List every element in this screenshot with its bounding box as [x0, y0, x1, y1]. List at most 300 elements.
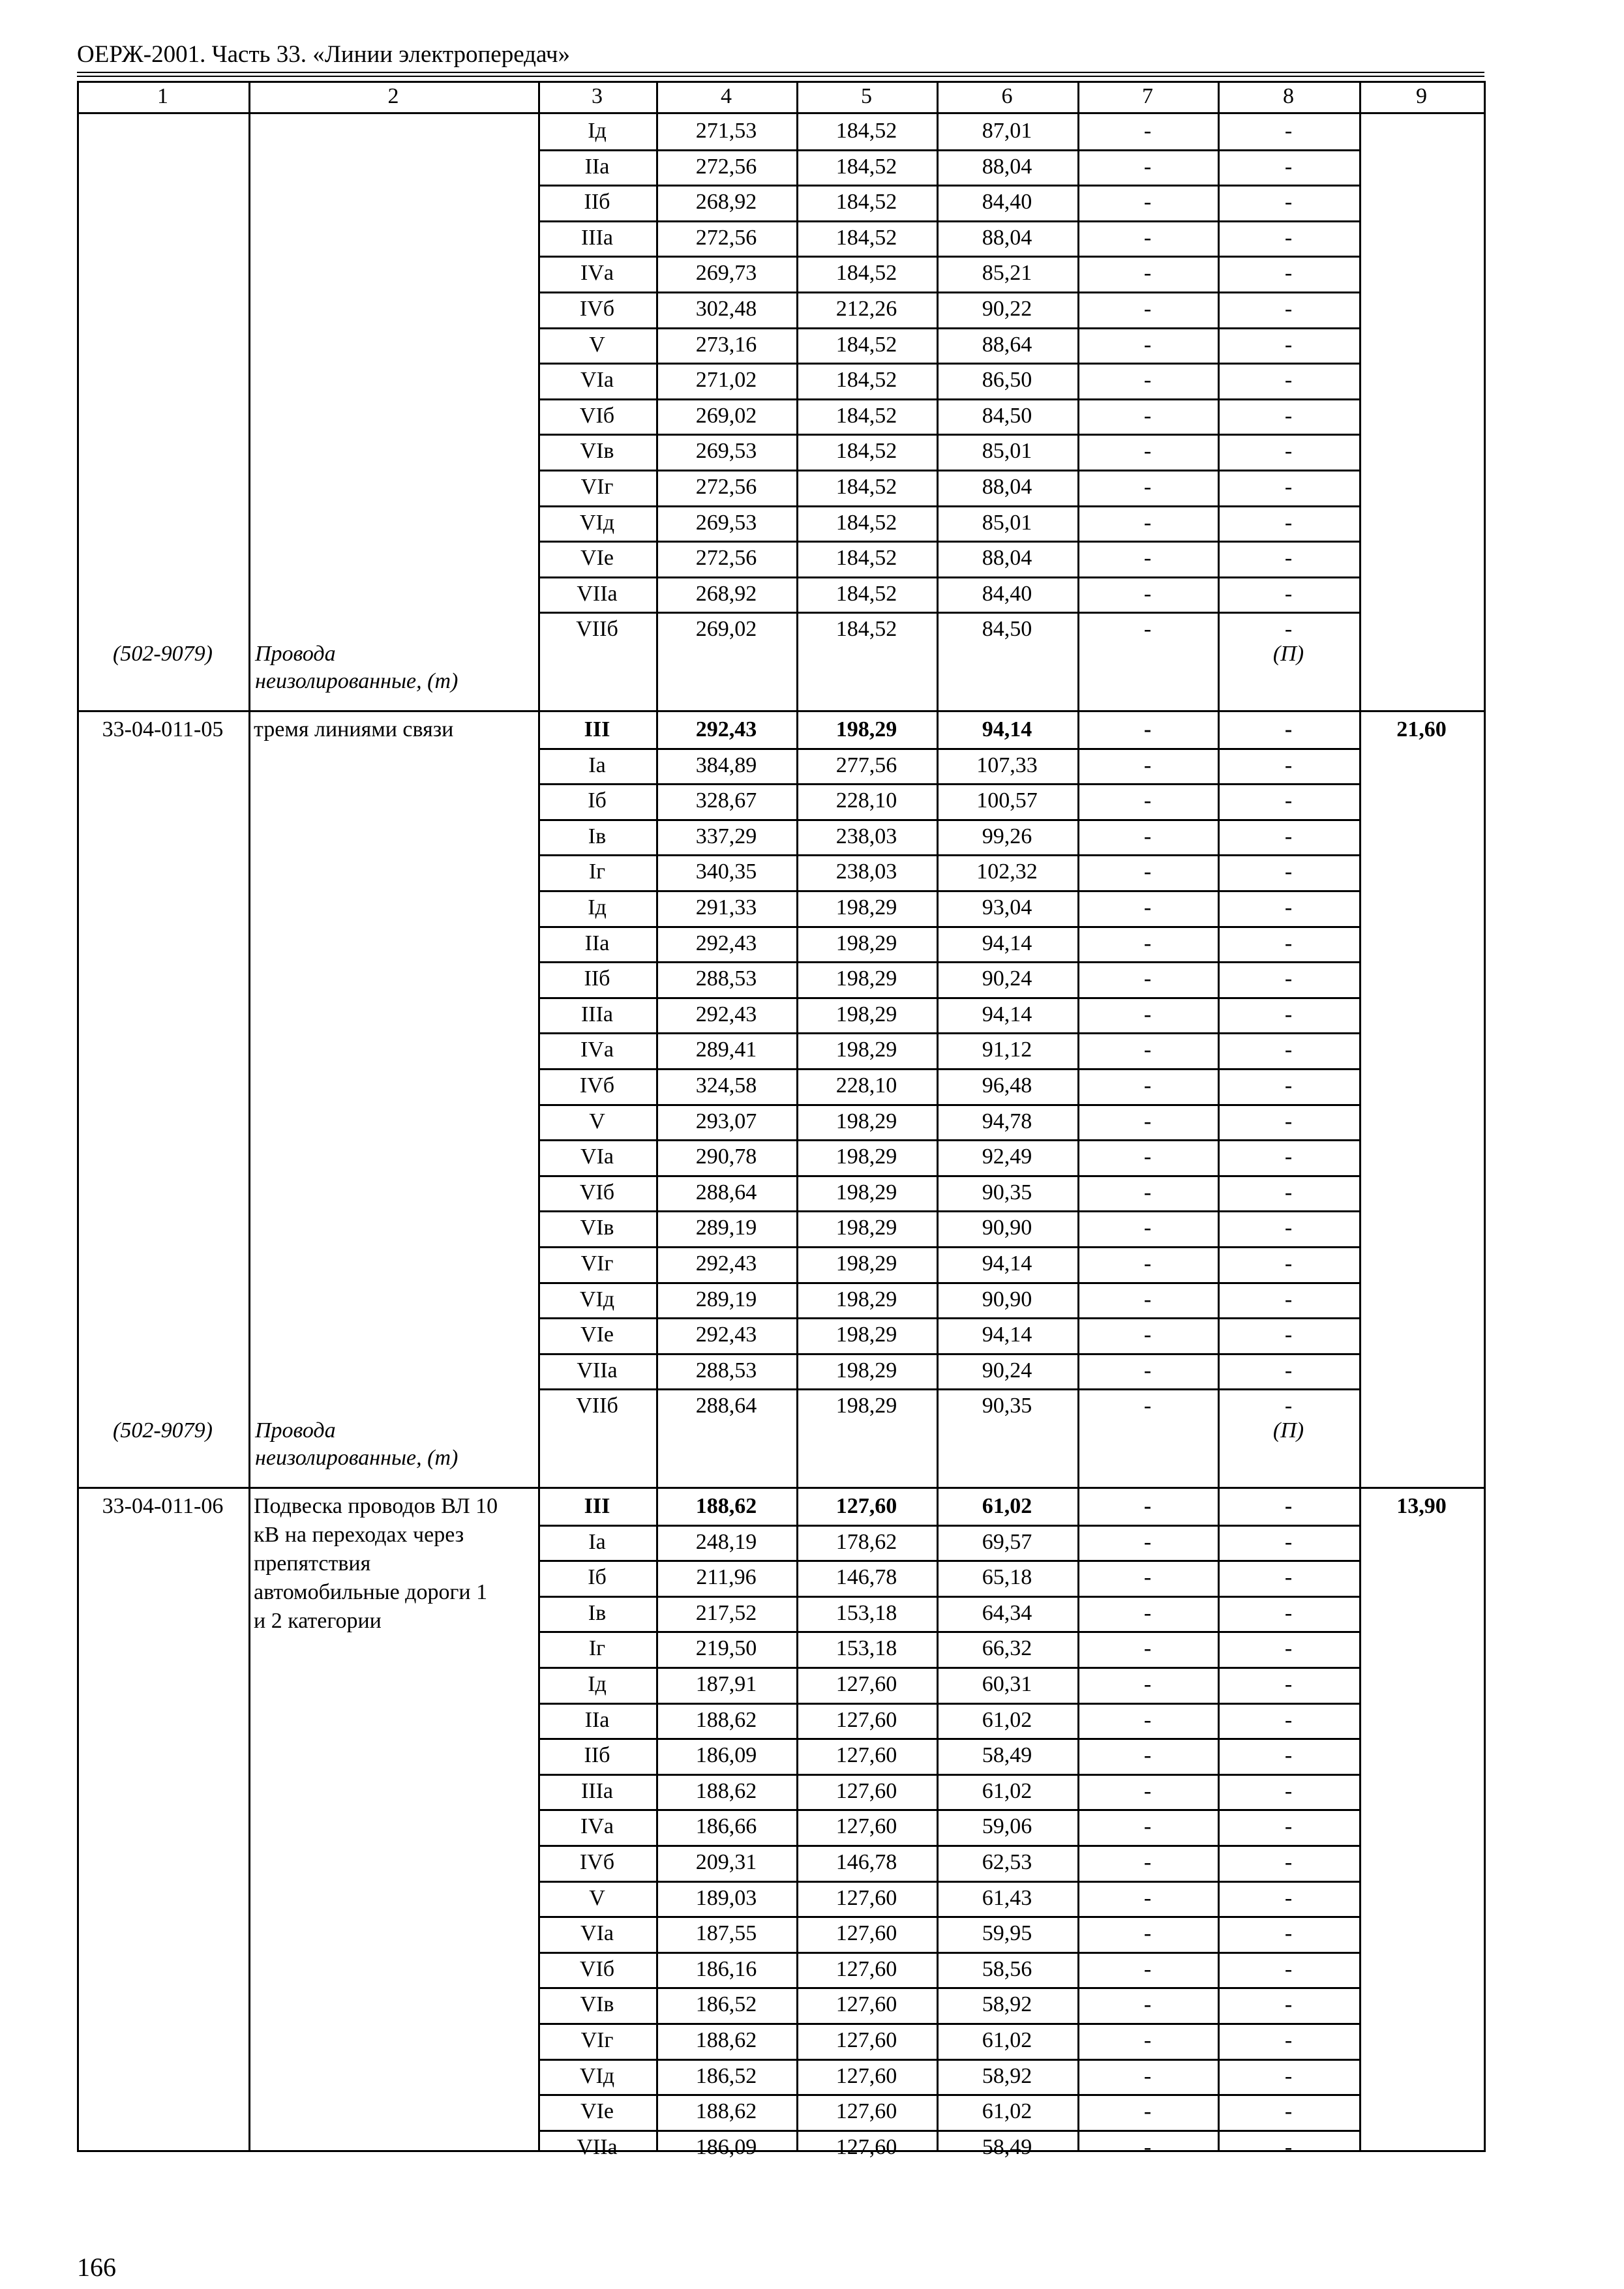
norm-name: Подвеска проводов ВЛ 10 [254, 1494, 498, 1518]
rate-value: - [1284, 1287, 1293, 1311]
norm-total: 13,90 [1396, 1494, 1447, 1518]
row-rule [538, 1738, 1359, 1740]
zone-code: VIIа [577, 1358, 618, 1383]
zone-code: VIIб [576, 1394, 618, 1418]
rate-value: 292,43 [695, 1002, 757, 1026]
zone-code: VIе [580, 1323, 614, 1347]
rate-value: - [1143, 931, 1152, 955]
rate-value: 90,22 [982, 297, 1032, 321]
rate-value: - [1143, 1394, 1152, 1418]
rate-value: - [1143, 1494, 1152, 1518]
row-rule [538, 185, 1359, 187]
rate-value: 88,04 [982, 154, 1032, 179]
zone-code: VIе [580, 2099, 614, 2124]
rate-value: - [1284, 824, 1293, 848]
rate-value: 269,02 [695, 403, 757, 428]
row-rule [538, 363, 1359, 365]
row-rule [538, 1774, 1359, 1776]
rate-value: 90,24 [982, 1358, 1032, 1383]
zone-code: III [584, 1494, 610, 1518]
rate-value: - [1284, 617, 1293, 642]
block-rule [77, 1487, 1486, 1489]
zone-code: IVа [580, 261, 614, 286]
rate-value: 268,92 [695, 190, 757, 215]
rate-value: 127,60 [835, 2028, 897, 2052]
rate-value: 94,14 [982, 1323, 1032, 1347]
rate-value: 269,53 [695, 510, 757, 535]
rate-value: - [1143, 1850, 1152, 1874]
table-column-rule [77, 81, 79, 2152]
rate-value: - [1143, 119, 1152, 143]
rate-value: - [1284, 119, 1293, 143]
zone-code: Iд [588, 895, 607, 920]
rate-value: 272,56 [695, 225, 757, 250]
rate-value: 228,10 [835, 788, 897, 813]
rate-value: - [1143, 510, 1152, 535]
row-rule [538, 1916, 1359, 1918]
rate-value: - [1284, 1636, 1293, 1661]
zone-code: V [589, 1885, 605, 1910]
rate-value: - [1143, 439, 1152, 464]
rate-value: 90,24 [982, 966, 1032, 991]
rate-value: 209,31 [695, 1850, 757, 1874]
row-rule [538, 1667, 1359, 1669]
rate-value: - [1143, 261, 1152, 286]
row-rule [538, 1282, 1359, 1284]
rate-value: 102,32 [976, 860, 1038, 884]
zone-code: VIг [580, 1251, 614, 1276]
rate-value: 96,48 [982, 1073, 1032, 1098]
rate-value: 198,29 [835, 1002, 897, 1026]
table-column-rule [1484, 81, 1486, 2152]
rate-value: 198,29 [835, 1251, 897, 1276]
row-rule [538, 961, 1359, 963]
zone-code: IVа [580, 1038, 614, 1062]
rate-value: - [1284, 1672, 1293, 1696]
rate-value: 269,53 [695, 439, 757, 464]
rate-value: 217,52 [695, 1600, 757, 1625]
row-rule [538, 1175, 1359, 1177]
rate-value: - [1143, 895, 1152, 920]
rates-table [77, 81, 1486, 2159]
rate-value: 127,60 [835, 1992, 897, 2017]
rate-value: - [1284, 753, 1293, 777]
rate-value: - [1284, 1109, 1293, 1133]
rate-value: - [1284, 1956, 1293, 1981]
rate-value: 337,29 [695, 824, 757, 848]
rate-value: 198,29 [835, 1109, 897, 1133]
rate-value: 248,19 [695, 1529, 757, 1554]
rate-value: - [1284, 1180, 1293, 1204]
zone-code: VIг [580, 475, 614, 499]
rate-value: 84,40 [982, 581, 1032, 606]
norm-code: 33-04-011-05 [102, 717, 224, 741]
rate-value: 198,29 [835, 717, 897, 741]
zone-code: Iв [588, 1600, 607, 1625]
rate-value: - [1143, 1529, 1152, 1554]
rate-value: - [1143, 753, 1152, 777]
rate-value: 188,62 [695, 1778, 757, 1803]
zone-code: Iа [588, 1529, 606, 1554]
rate-value: 84,50 [982, 403, 1032, 428]
rate-value: 127,60 [835, 1956, 897, 1981]
rate-value: - [1284, 1323, 1293, 1347]
row-rule [538, 1703, 1359, 1705]
rate-value: - [1143, 1814, 1152, 1839]
rate-value: 188,62 [695, 1707, 757, 1732]
rate-value: - [1284, 1529, 1293, 1554]
zone-code: IIIа [580, 1002, 614, 1026]
rate-value: - [1284, 403, 1293, 428]
rate-value: - [1284, 1494, 1293, 1518]
rate-value: 184,52 [835, 119, 897, 143]
row-rule [538, 149, 1359, 151]
zone-code: VIв [580, 1992, 614, 2017]
rate-value: 293,07 [695, 1109, 757, 1133]
header-rule [77, 72, 1484, 73]
table-header-rule [77, 112, 1486, 114]
rate-value: 198,29 [835, 1358, 897, 1383]
table-column-rule [1359, 81, 1361, 2152]
zone-code: Iб [588, 1565, 607, 1590]
rate-value: 58,56 [982, 1956, 1032, 1981]
rate-value: - [1284, 546, 1293, 571]
table-column-rule [248, 81, 250, 2152]
rate-value: 127,60 [835, 1494, 897, 1518]
rate-value: 292,43 [695, 717, 757, 741]
zone-code: V [589, 1109, 605, 1133]
row-rule [538, 256, 1359, 258]
zone-code: VIд [579, 510, 615, 535]
rate-value: 61,02 [982, 1707, 1032, 1732]
column-number: 8 [1283, 84, 1294, 108]
rate-value: 85,01 [982, 439, 1032, 464]
zone-code: IIIа [580, 225, 614, 250]
rate-value: 61,02 [982, 2099, 1032, 2124]
rate-value: 186,09 [695, 1743, 757, 1768]
resource-name: Провода [255, 1418, 336, 1443]
resource-code: (502-9079) [113, 1418, 213, 1443]
rate-value: 184,52 [835, 403, 897, 428]
rate-value: 198,29 [835, 1287, 897, 1311]
rate-value: - [1284, 261, 1293, 286]
rate-value: 65,18 [982, 1565, 1032, 1590]
rate-value: - [1143, 1287, 1152, 1311]
rate-value: 290,78 [695, 1144, 757, 1169]
rate-value: - [1284, 1778, 1293, 1803]
rate-value: 127,60 [835, 2134, 897, 2159]
rate-value: - [1284, 1038, 1293, 1062]
rate-value: 62,53 [982, 1850, 1032, 1874]
row-rule [538, 997, 1359, 999]
page-header: ОЕРЖ-2001. Часть 33. «Линии электропередач» [77, 41, 571, 68]
rate-value: 184,52 [835, 190, 897, 215]
rate-value: 58,92 [982, 2063, 1032, 2088]
rate-value: - [1143, 1778, 1152, 1803]
rate-value: - [1143, 617, 1152, 642]
rate-value: 184,52 [835, 261, 897, 286]
row-rule [538, 1139, 1359, 1141]
row-rule [538, 576, 1359, 578]
rate-value: 186,52 [695, 2063, 757, 2088]
rate-value: 146,78 [835, 1850, 897, 1874]
rate-value: 292,43 [695, 1251, 757, 1276]
rate-value: 272,56 [695, 475, 757, 499]
zone-code: IVа [580, 1814, 614, 1839]
rate-value: - [1284, 1565, 1293, 1590]
rate-value: - [1284, 475, 1293, 499]
zone-code: Iг [588, 860, 606, 884]
rate-value: - [1284, 1002, 1293, 1026]
rate-value: 269,73 [695, 261, 757, 286]
rate-value: - [1143, 1180, 1152, 1204]
rate-value: - [1284, 717, 1293, 741]
rate-value: 94,14 [982, 717, 1032, 741]
row-rule [538, 1845, 1359, 1847]
rate-value: - [1143, 1251, 1152, 1276]
rate-value: - [1143, 1743, 1152, 1768]
zone-code: Iг [588, 1636, 606, 1661]
row-rule [538, 890, 1359, 892]
rate-value: 184,52 [835, 332, 897, 357]
zone-code: IIIа [580, 1778, 614, 1803]
rate-value: 127,60 [835, 1885, 897, 1910]
rate-value: 292,43 [695, 931, 757, 955]
rate-value: - [1143, 1216, 1152, 1240]
rate-value: - [1143, 788, 1152, 813]
zone-code: VIIа [577, 581, 618, 606]
row-rule [538, 819, 1359, 821]
rate-value: 94,14 [982, 931, 1032, 955]
rate-value: - [1143, 581, 1152, 606]
rate-value: - [1284, 190, 1293, 215]
rate-value: - [1284, 788, 1293, 813]
row-rule [538, 2023, 1359, 2025]
resource-code: (502-9079) [113, 642, 213, 666]
resource-name: неизолированные, (т) [255, 669, 459, 693]
rate-value: 127,60 [835, 1743, 897, 1768]
rate-value: 184,52 [835, 154, 897, 179]
rate-value: - [1284, 368, 1293, 393]
rate-value: 289,41 [695, 1038, 757, 1062]
zone-code: VIIб [576, 617, 618, 642]
zone-code: VIг [580, 2028, 614, 2052]
zone-code: VIа [580, 368, 614, 393]
rate-value: 61,43 [982, 1885, 1032, 1910]
rate-value: - [1284, 2028, 1293, 2052]
rate-value: 271,53 [695, 119, 757, 143]
zone-code: VIе [580, 546, 614, 571]
resource-name: Провода [255, 642, 336, 666]
rate-value: 184,52 [835, 617, 897, 642]
zone-code: Iд [588, 1672, 607, 1696]
rate-value: 184,52 [835, 546, 897, 571]
rate-value: 59,06 [982, 1814, 1032, 1839]
rate-value: 90,35 [982, 1180, 1032, 1204]
zone-code: IIб [584, 1743, 610, 1768]
row-rule [538, 1952, 1359, 1954]
rate-value: - [1284, 1600, 1293, 1625]
rate-value: - [1143, 403, 1152, 428]
rate-value: 85,01 [982, 510, 1032, 535]
row-rule [538, 470, 1359, 471]
rate-value: - [1143, 824, 1152, 848]
rate-value: 100,57 [976, 788, 1038, 813]
rate-value: 288,64 [695, 1394, 757, 1418]
column-number: 9 [1416, 84, 1427, 108]
rate-value: 66,32 [982, 1636, 1032, 1661]
rate-value: 153,18 [835, 1636, 897, 1661]
zone-code: Iа [588, 753, 606, 777]
block-rule [77, 710, 1486, 712]
zone-code: VIа [580, 1144, 614, 1169]
rate-value: 198,29 [835, 966, 897, 991]
rate-value: 269,02 [695, 617, 757, 642]
norm-name: тремя линиями связи [254, 717, 454, 741]
rate-value: 302,48 [695, 297, 757, 321]
column-number: 1 [157, 84, 168, 108]
rate-value: 153,18 [835, 1600, 897, 1625]
rate-value: 219,50 [695, 1636, 757, 1661]
rate-value: 187,91 [695, 1672, 757, 1696]
rate-value: - [1143, 1672, 1152, 1696]
rate-value: - [1143, 1109, 1152, 1133]
row-rule [538, 1388, 1359, 1390]
norm-name: препятствия [254, 1551, 371, 1576]
rate-value: - [1284, 1144, 1293, 1169]
rate-value: - [1284, 297, 1293, 321]
rate-value: 184,52 [835, 581, 897, 606]
zone-code: IIа [584, 931, 610, 955]
rate-value: - [1284, 966, 1293, 991]
rate-value: - [1143, 1921, 1152, 1946]
zone-code: IIб [584, 190, 610, 215]
rate-value: 61,02 [982, 2028, 1032, 2052]
rate-value: 59,95 [982, 1921, 1032, 1946]
rate-value: 87,01 [982, 119, 1032, 143]
rate-value: 58,92 [982, 1992, 1032, 2017]
zone-code: VIб [579, 1956, 615, 1981]
rate-value: 228,10 [835, 1073, 897, 1098]
rate-value: 127,60 [835, 1814, 897, 1839]
rate-value: 188,62 [695, 1494, 757, 1518]
rate-value: - [1284, 1394, 1293, 1418]
rate-value: - [1143, 2063, 1152, 2088]
rate-value: - [1284, 895, 1293, 920]
rate-value: 86,50 [982, 368, 1032, 393]
rate-value: 91,12 [982, 1038, 1032, 1062]
rate-value: 84,40 [982, 190, 1032, 215]
zone-code: VIв [580, 1216, 614, 1240]
row-rule [538, 292, 1359, 293]
rate-value: 186,66 [695, 1814, 757, 1839]
row-rule [538, 327, 1359, 329]
row-rule [538, 854, 1359, 856]
rate-value: - [1143, 1073, 1152, 1098]
row-rule [538, 398, 1359, 400]
rate-value: 94,14 [982, 1251, 1032, 1276]
row-rule [538, 1596, 1359, 1598]
rate-value: 184,52 [835, 510, 897, 535]
rate-value: 340,35 [695, 860, 757, 884]
rate-value: 146,78 [835, 1565, 897, 1590]
rate-value: 90,90 [982, 1287, 1032, 1311]
rate-value: - [1143, 1600, 1152, 1625]
norm-code: 33-04-011-06 [102, 1494, 224, 1518]
rate-value: 238,03 [835, 824, 897, 848]
row-rule [538, 434, 1359, 436]
rate-value: 127,60 [835, 1778, 897, 1803]
rate-value: 60,31 [982, 1672, 1032, 1696]
zone-code: IVб [579, 1850, 615, 1874]
rate-value: 198,29 [835, 1144, 897, 1169]
rate-value: 184,52 [835, 225, 897, 250]
rate-value: 198,29 [835, 1038, 897, 1062]
row-rule [538, 1631, 1359, 1633]
rate-value: 88,04 [982, 475, 1032, 499]
rate-value: 271,02 [695, 368, 757, 393]
page-number: 166 [77, 2252, 116, 2282]
rate-value: 188,62 [695, 2028, 757, 2052]
zone-code: VIIа [577, 2134, 618, 2159]
rate-value: 212,26 [835, 297, 897, 321]
rate-value: - [1143, 1358, 1152, 1383]
rate-value: 198,29 [835, 1323, 897, 1347]
rate-value: 186,16 [695, 1956, 757, 1981]
row-rule [538, 748, 1359, 750]
rate-value: - [1143, 190, 1152, 215]
rate-value: 291,33 [695, 895, 757, 920]
row-rule [538, 1525, 1359, 1527]
rate-value: 211,96 [696, 1565, 757, 1590]
rate-value: 238,03 [835, 860, 897, 884]
resource-unit-note: (П) [1272, 642, 1304, 666]
rate-value: 127,60 [835, 1707, 897, 1732]
row-rule [538, 2059, 1359, 2061]
rate-value: 289,19 [695, 1216, 757, 1240]
rate-value: 178,62 [835, 1529, 897, 1554]
row-rule [538, 541, 1359, 543]
row-rule [538, 2130, 1359, 2132]
rate-value: 69,57 [982, 1529, 1032, 1554]
zone-code: VIд [579, 2063, 615, 2088]
zone-code: Iд [588, 119, 607, 143]
zone-code: III [584, 717, 610, 741]
rate-value: 189,03 [695, 1885, 757, 1910]
rate-value: 58,49 [982, 1743, 1032, 1768]
rate-value: 94,14 [982, 1002, 1032, 1026]
row-rule [538, 1353, 1359, 1355]
rate-value: 198,29 [835, 1180, 897, 1204]
row-rule [538, 1809, 1359, 1811]
zone-code: VIб [579, 1180, 615, 1204]
rate-value: 90,35 [982, 1394, 1032, 1418]
row-rule [538, 1210, 1359, 1212]
rate-value: - [1143, 717, 1152, 741]
zone-code: V [589, 332, 605, 357]
row-rule [538, 1246, 1359, 1248]
rate-value: 88,64 [982, 332, 1032, 357]
rate-value: 288,53 [695, 1358, 757, 1383]
rate-value: 61,02 [982, 1778, 1032, 1803]
rate-value: 186,52 [695, 1992, 757, 2017]
zone-code: IIа [584, 154, 610, 179]
rate-value: 289,19 [695, 1287, 757, 1311]
rate-value: - [1143, 297, 1152, 321]
rate-value: - [1143, 1144, 1152, 1169]
rate-value: 85,21 [982, 261, 1032, 286]
rate-value: - [1143, 1956, 1152, 1981]
